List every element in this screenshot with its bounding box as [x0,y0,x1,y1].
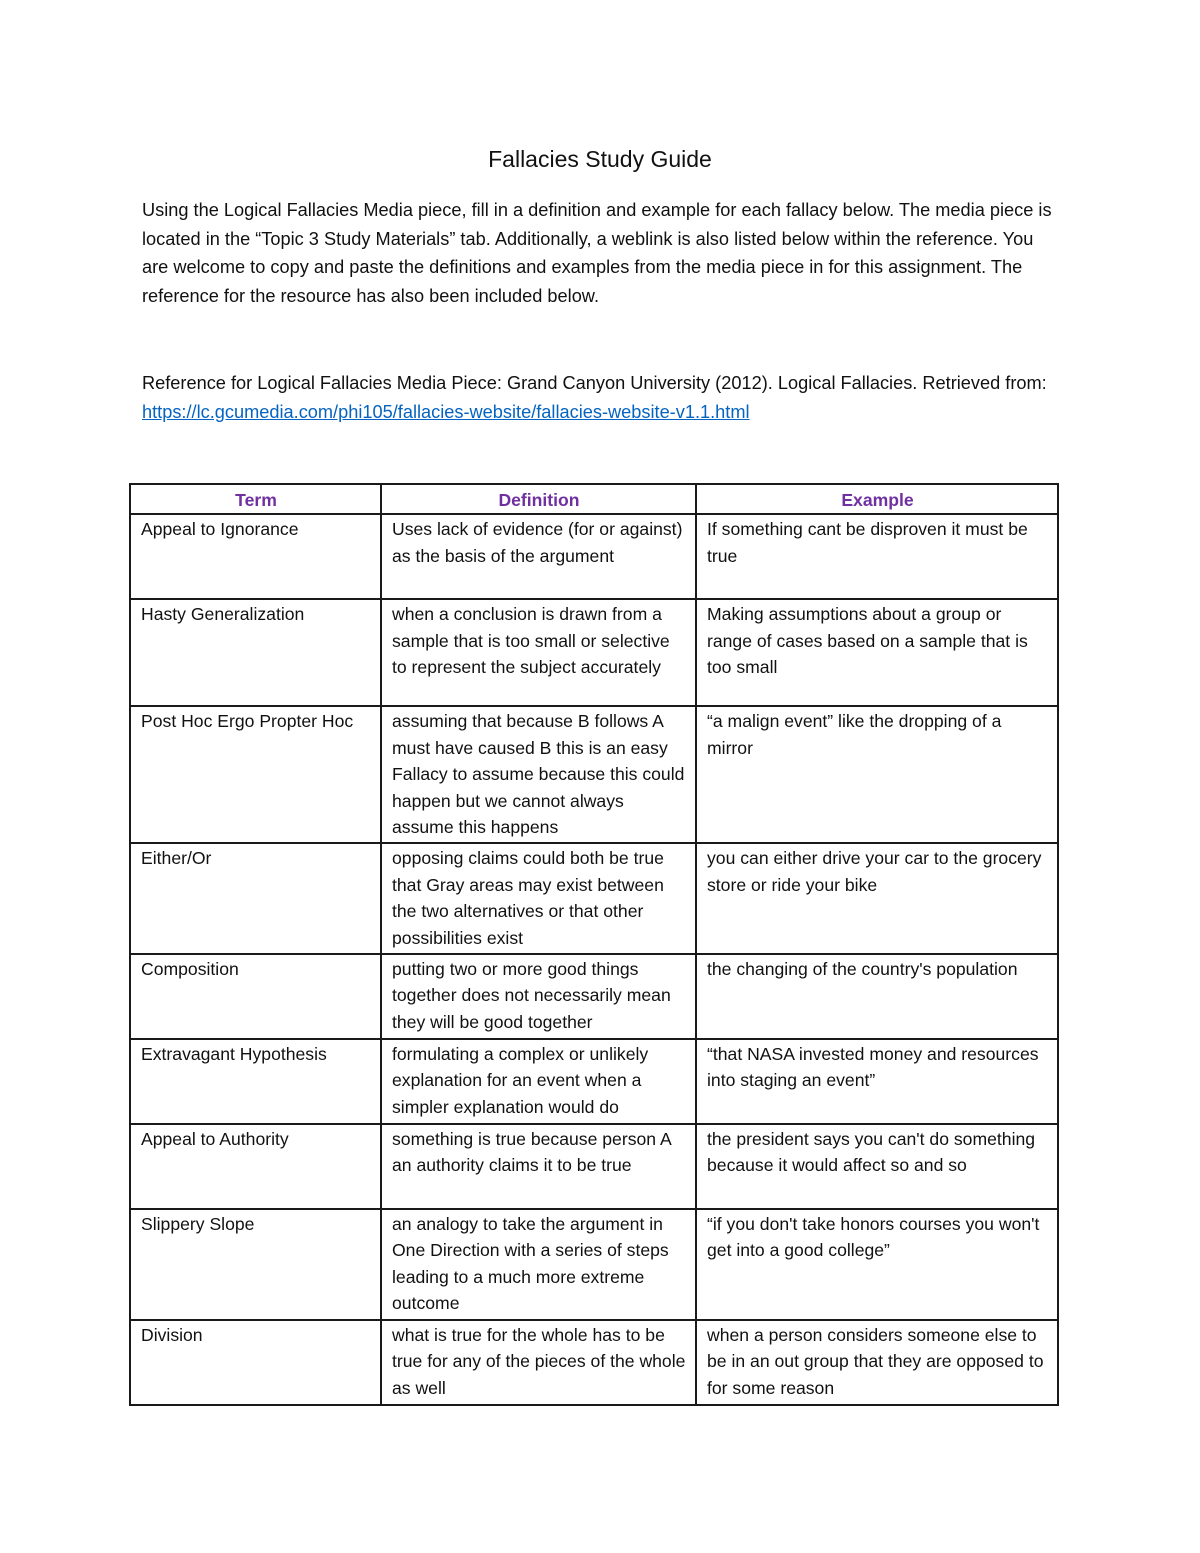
reference-text: Reference for Logical Fallacies Media Piece: Grand Canyon University (2012). Logical Fallacies. Retrieved from: [142,373,1047,393]
table-row [130,1124,1058,1209]
page-title: Fallacies Study Guide [488,146,712,172]
table-row [130,1209,1058,1320]
reference-paragraph [142,369,1060,426]
example-cell: Making assumptions about a group or range of cases based on a sample that is too small [696,599,1058,706]
definition-cell: an analogy to take the argument in One Direction with a series of steps leading to a much more extreme outcome [381,1209,696,1320]
definition-cell: what is true for the whole has to be true for any of the pieces of the whole as well [381,1320,696,1405]
term-cell: Slippery Slope [130,1209,381,1320]
table-row [130,599,1058,706]
term-cell: Post Hoc Ergo Propter Hoc [130,706,381,843]
example-cell: when a person considers someone else to be in an out group that they are opposed to for some reason [696,1320,1058,1405]
instructions-paragraph: Using the Logical Fallacies Media piece, fill in a definition and example for each fallacy below. The media piece is located in the “Topic 3 Study Materials” tab. Additionally, a weblink is also listed below within the reference. You are welcome to copy and paste the definitions and examples from the media piece in for this assignment. The reference for the resource has also been included below. [142,200,1052,306]
example-cell: the changing of the country's population [696,954,1058,1039]
term-cell: Division [130,1320,381,1405]
term-cell: Composition [130,954,381,1039]
definition-cell: something is true because person A an authority claims it to be true [381,1124,696,1209]
header-example: Example [696,484,1058,514]
example-cell: you can either drive your car to the grocery store or ride your bike [696,843,1058,954]
table-row [130,1039,1058,1124]
example-cell: “a malign event” like the dropping of a mirror [696,706,1058,843]
table-row [130,954,1058,1039]
term-cell: Appeal to Ignorance [130,514,381,599]
term-cell: Hasty Generalization [130,599,381,706]
table-row [130,843,1058,954]
definition-cell: formulating a complex or unlikely explanation for an event when a simpler explanation would do [381,1039,696,1124]
example-cell: “that NASA invested money and resources into staging an event” [696,1039,1058,1124]
table-row [130,514,1058,599]
example-cell: If something cant be disproven it must be true [696,514,1058,599]
definition-cell: when a conclusion is drawn from a sample that is too small or selective to represent the subject accurately [381,599,696,706]
table-row [130,1320,1058,1405]
definition-cell: assuming that because B follows A must have caused B this is an easy Fallacy to assume because this could happen but we cannot always assume this happens [381,706,696,843]
definition-cell: opposing claims could both be true that Gray areas may exist between the two alternatives or that other possibilities exist [381,843,696,954]
term-cell: Extravagant Hypothesis [130,1039,381,1124]
reference-link[interactable]: https://lc.gcumedia.com/phi105/fallacies-website/fallacies-website-v1.1.html [142,401,750,422]
header-definition: Definition [381,484,696,514]
example-cell: the president says you can't do something because it would affect so and so [696,1124,1058,1209]
term-cell: Either/Or [130,843,381,954]
example-cell: “if you don't take honors courses you won't get into a good college” [696,1209,1058,1320]
header-term: Term [130,484,381,514]
table-header-row [130,484,1058,514]
fallacies-table [129,483,1059,1406]
definition-cell: Uses lack of evidence (for or against) as the basis of the argument [381,514,696,599]
term-cell: Appeal to Authority [130,1124,381,1209]
table-row [130,706,1058,843]
definition-cell: putting two or more good things together does not necessarily mean they will be good together [381,954,696,1039]
